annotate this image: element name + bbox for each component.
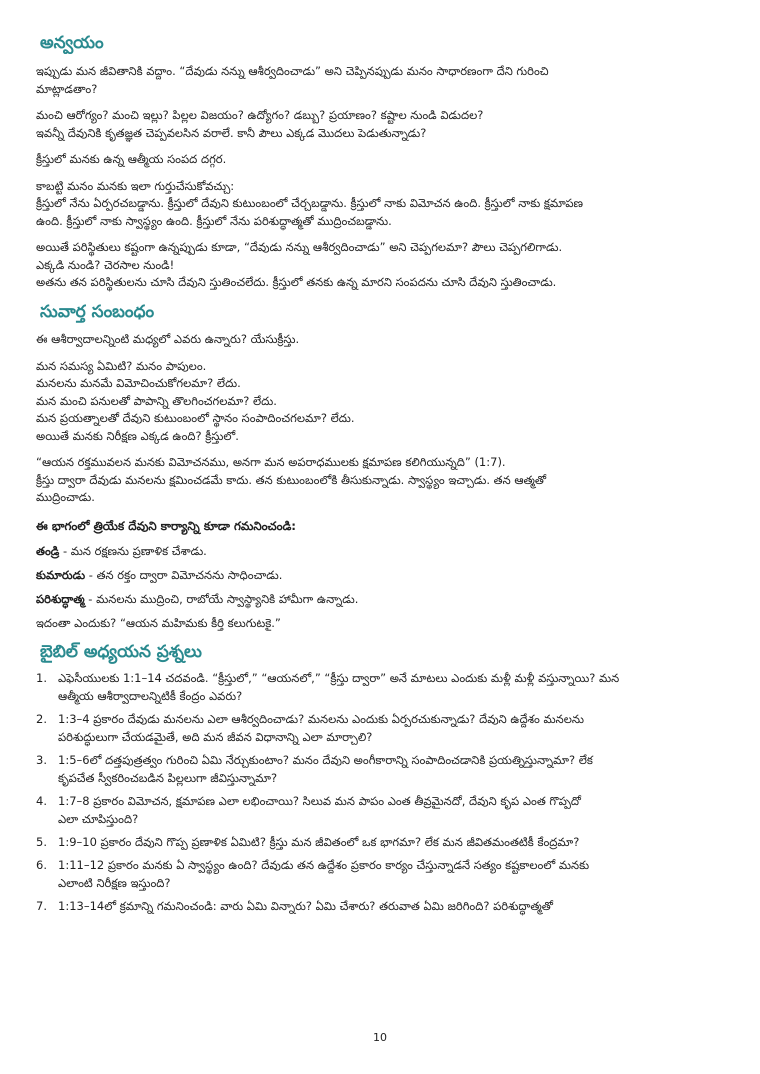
- text-line: మాట్లాడతాం?: [36, 81, 98, 96]
- paragraph: [36, 454, 710, 507]
- application-body: [36, 63, 710, 292]
- text-line: ముద్రించాడు.: [36, 490, 95, 504]
- text-line: మన సమస్య ఏమిటి? మనం పాపులం.: [36, 358, 207, 373]
- question-number: 1.: [36, 671, 47, 686]
- trinity-role-item: [36, 567, 710, 584]
- question-text-line: 1:5–6లో దత్తపుత్రత్వం గురించి ఏమి నేర్చుకుంటాం? మనం దేవుని అంగీకారాన్ని సంపాదించడానికి ప్రయత్నిస్తున్నామా? లేక: [58, 753, 593, 768]
- question-text-line: పరిశుద్ధులుగా చేయడమైతే, అది మన జీవన విధానాన్ని ఎలా మార్చాలి?: [58, 730, 373, 745]
- closing-line: ఇదంతా ఎందుకు? “ఆయన మహిమకు కీర్తి కలుగుటకై.”: [36, 615, 281, 630]
- question-number: 3.: [36, 753, 47, 768]
- question-number: 6.: [36, 858, 47, 873]
- text-line: అతను తన పరిస్థితులను చూసి దేవుని స్తుతించలేదు. క్రీస్తులో తనకు ఉన్న మారని సంపదను చూసి దేవుని స్తుతించాడు.: [36, 275, 557, 290]
- page-number: 10: [373, 1031, 387, 1044]
- question-text-line: 1:9–10 ప్రకారం దేవుని గొప్ప ప్రణాళిక ఏమిటి? క్రీస్తు మన జీవితంలో ఒక భాగమా? లేక మన జీవితమంతటికీ కేంద్రమా?: [58, 835, 580, 850]
- text-line: ఇవన్నీ దేవునికి కృతజ్ఞత చెప్పవలసిన వరాలే. కానీ పౌలు ఎక్కడ మొదలు పెడుతున్నాడు?: [36, 125, 427, 140]
- question-number: 5.: [36, 835, 47, 850]
- question-text-line: 1:11–12 ప్రకారం మనకు ఏ స్వాస్థ్యం ఉంది? దేవుడు తన ఉద్దేశం ప్రకారం కార్యం చేస్తున్నాడనే సత్యం కష్టకాలంలో మనకు: [58, 858, 590, 873]
- text-line: ఉంది. క్రీస్తులో నాకు స్వాస్థ్యం ఉంది. క్రీస్తులో నేను పరిశుద్ధాత్మతో ముద్రించబడ్డాను.: [36, 213, 392, 228]
- gospel-body: [36, 331, 710, 507]
- paragraph: [36, 331, 710, 349]
- section-heading-study-questions: బైబిల్ అధ్యయన ప్రశ్నలు: [40, 642, 202, 662]
- text-line: ఎక్కడి నుండి? చెరసాల నుండి!: [36, 257, 175, 272]
- role-name: పరిశుద్ధాత్మ: [36, 591, 85, 606]
- text-line: మన మంచి పనులతో పాపాన్ని తొలగించగలమా? లేదు.: [36, 393, 277, 408]
- trinity-roles: [36, 543, 710, 608]
- paragraph: [36, 178, 710, 231]
- paragraph: [36, 358, 710, 446]
- role-description: - తన రక్తం ద్వారా విమోచనను సాధించాడు.: [85, 567, 283, 582]
- question-text-line: కృపచేత స్వీకరించబడిన పిల్లలుగా జీవిస్తున్నామా?: [58, 771, 278, 786]
- text-line: మంచి ఆరోగ్యం? మంచి ఇల్లు? పిల్లల విజయం? ఉద్యోగం? డబ్బు? ప్రయాణం? కష్టాల నుండి విడుదల?: [36, 108, 484, 123]
- question-text-line: ఎఫెసీయులకు 1:1–14 చదవండి. “క్రీస్తులో,” “ఆయనలో,” “క్రీస్తు ద్వారా” అనే మాటలు ఎందుకు మళ్లీ మళ్లీ వస్తున్నాయి? మన: [58, 671, 620, 686]
- question-text-line: ఆత్మీయ ఆశీర్వాదాలన్నిటికీ కేంద్రం ఎవరు?: [58, 689, 243, 704]
- text-line: ఇప్పుడు మన జీవితానికి వద్దాం. “దేవుడు నన్ను ఆశీర్వదించాడు” అని చెప్పినప్పుడు మనం సాధారణంగా దేని గురించి: [36, 64, 549, 79]
- section-heading-gospel: సువార్త సంబంధం: [40, 301, 155, 322]
- question-text-line: 1:3–4 ప్రకారం దేవుడు మనలను ఎలా ఆశీర్వదించాడు? మనలను ఎందుకు ఏర్పరచుకున్నాడు? దేవుని ఉద్దేశం మనలను: [58, 712, 584, 727]
- study-question: [36, 833, 710, 851]
- question-number: 4.: [36, 794, 47, 809]
- question-text-line: ఎలా చూపిస్తుంది?: [58, 812, 139, 827]
- text-line: మన ప్రయత్నాలతో దేవుని కుటుంబంలో స్థానం సంపాదించగలమా? లేదు.: [36, 411, 355, 425]
- text-line: క్రీస్తు ద్వారా దేవుడు మనలను క్షమించడమే కాదు. తన కుటుంబంలోకి తీసుకున్నాడు. స్వాస్థ్యం ఇచ్చాడు. తన ఆత్మతో: [36, 472, 547, 487]
- section-heading-application: అన్వయం: [40, 33, 104, 53]
- paragraph: [36, 107, 710, 142]
- text-line: అయితే మనకు నిరీక్షణ ఎక్కడ ఉంది? క్రీస్తులో.: [36, 428, 239, 443]
- trinity-role-item: [36, 591, 710, 608]
- trinity-role-item: [36, 543, 710, 560]
- text-line: మనలను మనమే విమోచించుకోగలమా? లేదు.: [36, 376, 241, 390]
- text-line: క్రీస్తులో నేను ఏర్పరచబడ్డాను. క్రీస్తులో దేవుని కుటుంబంలో చేర్చబడ్డాను. క్రీస్తులో నాకు విమోచన ఉంది. క్రీస్తులో నాకు క్షమాపణ: [36, 196, 584, 211]
- role-description: - మనలను ముద్రించి, రాబోయే స్వాస్థ్యానికి హామీగా ఉన్నాడు.: [84, 591, 359, 606]
- study-question: [36, 792, 710, 828]
- text-line: “ఆయన రక్తమువలన మనకు విమోచనము, అనగా మన అపరాధములకు క్షమాపణ కలిగియున్నది” (1:7).: [36, 455, 506, 469]
- trinity-heading: ఈ భాగంలో త్రియేక దేవుని కార్యాన్ని కూడా గమనించండి:: [36, 518, 297, 533]
- question-text-line: 1:13–14లో క్రమాన్ని గమనించండి: వారు ఏమి విన్నారు? ఏమి చేశారు? తరువాత ఏమి జరిగింది? పరిశుద్ధాత్మతో: [58, 899, 553, 914]
- paragraph: [36, 63, 710, 98]
- paragraph: [36, 239, 710, 292]
- question-number: 7.: [36, 899, 47, 914]
- text-line: కాబట్టి మనం మనకు ఇలా గుర్తుచేసుకోవచ్చు:: [36, 178, 235, 193]
- question-number: 2.: [36, 712, 47, 727]
- text-line: క్రీస్తులో మనకు ఉన్న ఆత్మీయ సంపద దగ్గర.: [36, 152, 227, 167]
- role-description: - మన రక్షణను ప్రణాళిక చేశాడు.: [59, 543, 207, 558]
- study-questions-list: [36, 669, 710, 915]
- study-question: [36, 710, 710, 746]
- study-question: [36, 751, 710, 787]
- study-question: [36, 897, 710, 915]
- question-text-line: ఎలాంటి నిరీక్షణ ఇస్తుంది?: [58, 876, 171, 891]
- paragraph: [36, 151, 710, 169]
- role-name: తండ్రి: [36, 543, 60, 558]
- question-text-line: 1:7–8 ప్రకారం విమోచన, క్షమాపణ ఎలా లభించాయి? సిలువ మన పాపం ఎంత తీవ్రమైనదో, దేవుని కృప ఎంత గొప్పదో: [58, 794, 581, 809]
- study-question: [36, 669, 710, 705]
- text-line: ఈ ఆశీర్వాదాలన్నింటి మధ్యలో ఎవరు ఉన్నారు? యేసుక్రీస్తు.: [36, 332, 300, 346]
- study-question: [36, 856, 710, 892]
- text-line: అయితే పరిస్థితులు కష్టంగా ఉన్నప్పుడు కూడా, “దేవుడు నన్ను ఆశీర్వదించాడు” అని చెప్పగలమా? పౌలు చెప్పగలిగాడు.: [36, 240, 563, 255]
- role-name: కుమారుడు: [36, 567, 86, 582]
